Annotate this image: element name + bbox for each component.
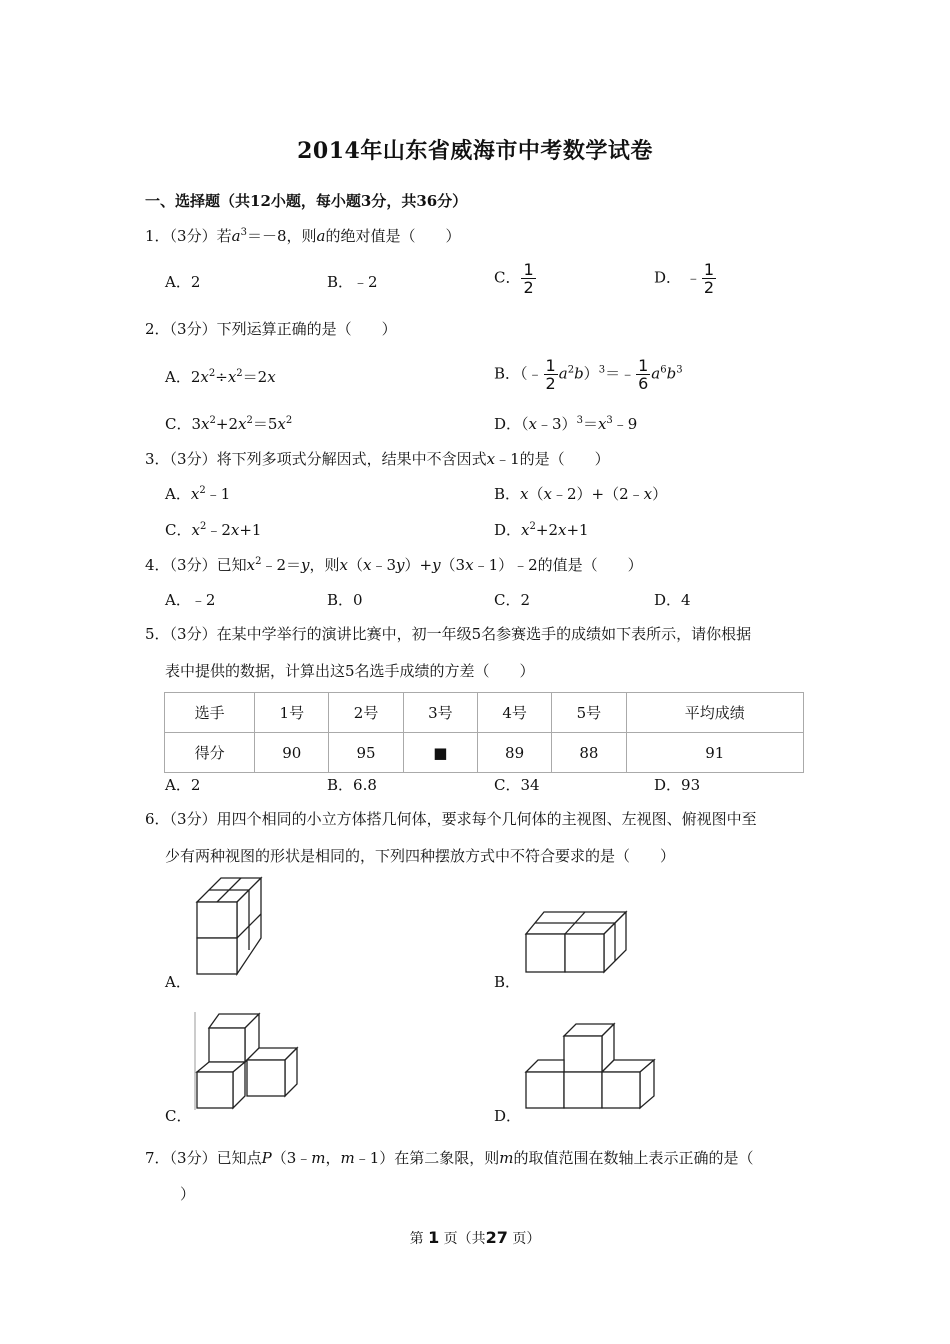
table-row [165,733,804,773]
option-text: 0 [353,591,363,609]
q2-option-a [165,367,276,387]
paren: （ [528,485,544,503]
cube-figure-c [193,1010,303,1112]
exponent: 2 [529,521,536,532]
option-letter: B． [327,273,354,291]
option-text: 93 [681,776,701,794]
exponent: 2 [199,485,206,496]
q2-option-d [494,414,637,434]
operator: ﹣3） [537,415,577,433]
q5-option-d [654,775,700,795]
math-var: x [597,415,607,433]
paren: ） [652,485,668,503]
math-var: x [190,485,200,503]
math-var: x [362,556,372,574]
page-number: 1 [428,1228,440,1247]
operator: ＝﹣ [605,364,636,383]
question-text: ﹣1的是（ ） [495,450,610,468]
q6-label-b: B． [494,973,521,991]
fraction [702,261,716,296]
math-var: a [651,364,661,383]
q1-option-d [654,261,717,296]
q1-text: 若 [216,227,232,245]
page-total: 27 [485,1228,508,1247]
q1-option-a [165,272,200,292]
math-var: x [191,521,200,539]
option-text: 2 [190,776,201,794]
page-title: 2014年山东省威海市中考数学试卷 [297,138,653,164]
math-var: x [246,556,256,574]
question-score: （3分） [169,556,217,574]
operator: ＝ [582,415,598,433]
math-var: x [643,485,653,503]
q5-option-c [494,775,540,795]
question-number: 7． [145,1149,170,1167]
table-cell: 2号 [329,693,403,733]
math-var: x [521,521,530,539]
q6-label-c: C． [165,1107,192,1125]
option-letter: C． [165,521,192,539]
option-letter: A． [165,368,191,386]
paren: （﹣ [520,364,543,383]
question-number: 5． [145,625,170,643]
exponent: 3 [240,227,247,238]
question-text: （3 [440,556,466,574]
table-cell: 3号 [403,693,477,733]
question-text: 已知点 [216,1149,262,1167]
question-text: ﹣2＝ [261,556,301,574]
table-cell: 得分 [165,733,255,773]
math-var: x [227,368,237,386]
q4-option-c [494,590,530,610]
option-text: ﹣2 [353,273,378,291]
question-text: 在某中学举行的演讲比赛中，初一年级5名参赛选手的成绩如下表所示，请你根据 [216,625,752,643]
q1-text: ＝－8，则 [246,227,317,245]
cube-figure-a [195,876,267,976]
score-table [164,692,804,773]
q4-option-a [165,590,215,610]
numerator: 1 [523,260,534,279]
question-7 [145,1148,754,1168]
question-text: 已知 [216,556,247,574]
denominator: 2 [703,278,715,297]
math-var: x [558,521,567,539]
table-cell: 88 [552,733,626,773]
q6-label-a: A． [165,973,191,991]
cube-figure-d [524,1022,658,1112]
option-text: 4 [681,591,691,609]
question-text: （3﹣ [271,1149,312,1167]
q5-option-b [327,775,377,795]
fraction [544,357,558,392]
q4-option-b [327,590,363,610]
question-score: （3分） [169,450,217,468]
coef: 2 [190,368,201,386]
denominator: 2 [545,374,556,393]
exponent: 6 [660,364,667,376]
operator: ﹣2 [206,521,231,539]
option-text: 2 [520,591,531,609]
operator: +1 [566,521,589,539]
table-cell: 5号 [552,693,626,733]
math-var: x [238,415,247,433]
question-7-line2: ） [180,1185,196,1203]
option-letter: B． [494,364,521,383]
exponent: 2 [209,415,216,426]
option-letter: A． [165,485,191,503]
option-letter: D． [654,776,682,794]
math-var: x [230,521,240,539]
numerator: 1 [638,356,649,375]
option-letter: A． [165,273,191,291]
question-score: （3分） [169,320,217,338]
table-cell: 95 [329,733,403,773]
question-text: ﹣1）在第二象限，则 [354,1149,500,1167]
exponent: 2 [255,556,262,567]
option-letter: A． [165,776,191,794]
question-3 [145,449,610,469]
q1-text: 的绝对值是（ ） [325,227,461,245]
math-var: m [340,1149,355,1167]
table-cell: 1号 [255,693,329,733]
question-4 [145,555,643,575]
q1-option-b [327,272,378,292]
question-score: （3分） [169,625,217,643]
operator: ﹣2）+（2﹣ [551,485,644,503]
q2-option-c [165,414,292,434]
math-var: b [574,364,584,383]
question-number: 4． [145,556,170,574]
numerator: 1 [545,356,556,375]
q3-option-b [494,484,667,504]
math-var: x [267,368,276,386]
question-5-line2: 表中提供的数据，计算出这5名选手成绩的方差（ ） [165,662,535,680]
table-cell: 89 [477,733,551,773]
operator: ＝2 [242,368,268,386]
q2-option-b [494,357,683,392]
math-var: x [339,556,348,574]
question-2 [145,319,397,339]
footer-text: 第 [409,1231,424,1247]
q3-option-d [494,520,589,540]
question-number: 3． [145,450,170,468]
question-number: 2． [145,320,170,338]
question-number: 1． [145,227,170,245]
question-text: （ [347,556,363,574]
question-5 [145,624,751,644]
option-letter: B． [327,591,354,609]
question-1 [145,226,460,246]
q4-option-d [654,590,691,610]
page-footer [0,1228,950,1248]
math-var: x [200,368,209,386]
question-text: ）+ [404,556,433,574]
option-text: ﹣2 [190,591,216,609]
operator: +1 [239,521,262,539]
exponent: 3 [606,415,613,426]
math-var: b [666,364,677,383]
math-var: x [528,415,538,433]
fraction [521,261,535,296]
exponent: 3 [598,364,606,376]
option-letter: D． [654,268,682,287]
option-letter: D． [494,521,522,539]
math-var: a [316,227,326,245]
math-var: x [465,556,474,574]
exponent: 3 [576,415,583,426]
operator: ÷ [215,368,228,386]
table-cell: 91 [626,733,804,773]
table-cell: 4号 [477,693,551,733]
paren: （ [521,415,529,433]
exponent: 2 [246,415,253,426]
question-text: ﹣3 [371,556,396,574]
operator: ＝5 [252,415,278,433]
math-var: P [261,1149,272,1167]
question-score: （3分） [169,1149,217,1167]
operator: +2 [535,521,558,539]
option-letter: B． [327,776,354,794]
math-var: y [432,556,441,574]
footer-text: 页） [512,1231,541,1247]
table-cell: 平均成绩 [626,693,804,733]
math-var: x [520,485,529,503]
operator: ﹣9 [612,415,638,433]
question-score: （3分） [169,227,217,245]
q3-option-c [165,520,261,540]
option-letter: D． [654,591,682,609]
math-var: y [396,556,405,574]
option-text: 2 [190,273,201,291]
math-var: a [558,364,568,383]
math-var: m [311,1149,326,1167]
table-cell: 选手 [165,693,255,733]
table-header-row [165,693,804,733]
section-heading: 一、选择题（共12小题，每小题3分，共36分） [145,192,468,210]
question-text: 将下列多项式分解因式，结果中不含因式 [216,450,487,468]
exponent: 2 [236,368,243,379]
cube-figure-b [522,910,630,976]
operator: +2 [215,415,238,433]
exponent: 2 [567,364,575,376]
math-var: x [543,485,552,503]
fraction [636,357,650,392]
option-letter: B． [494,485,521,503]
option-letter: D． [494,415,522,433]
exponent: 2 [208,368,216,379]
numerator: 1 [703,260,715,279]
option-letter: C． [494,776,521,794]
math-var: a [231,227,241,245]
math-var: y [301,556,310,574]
question-text: 下列运算正确的是（ ） [216,320,397,338]
math-var: x [277,415,286,433]
coef: 3 [191,415,202,433]
table-cell: ■ [403,733,477,773]
denominator: 2 [523,278,534,297]
footer-text: 页（共 [443,1231,486,1247]
q1-option-c [494,261,537,296]
question-text: ﹣1）﹣2的值是（ ） [473,556,643,574]
math-var: m [499,1149,514,1167]
denominator: 6 [638,374,649,393]
option-letter: C． [494,268,521,287]
question-score: （3分） [169,810,217,828]
option-letter: C． [494,591,521,609]
option-text: 6.8 [353,776,377,794]
exponent: 2 [285,415,293,426]
question-text: ， [325,1149,341,1167]
paren: ） [583,364,599,383]
exponent: 2 [199,521,207,532]
math-var: x [201,415,210,433]
exponent: 3 [676,364,683,376]
q5-option-a [165,775,200,795]
question-6-line2: 少有两种视图的形状是相同的，下列四种摆放方式中不符合要求的是（ ） [165,847,676,865]
option-letter: A． [165,591,191,609]
question-text: ，则 [309,556,340,574]
option-text: 34 [520,776,540,794]
operator: ﹣1 [205,485,231,503]
question-text: 用四个相同的小立方体搭几何体，要求每个几何体的主视图、左视图、俯视图中至 [216,810,757,828]
q3-option-a [165,484,230,504]
sign: ﹣ [685,268,701,287]
question-6 [145,809,757,829]
math-var: x [486,450,496,468]
question-text: 的取值范围在数轴上表示正确的是（ [513,1149,754,1167]
q6-label-d: D． [494,1107,522,1125]
question-number: 6． [145,810,170,828]
option-letter: C． [165,415,192,433]
table-cell: 90 [255,733,329,773]
